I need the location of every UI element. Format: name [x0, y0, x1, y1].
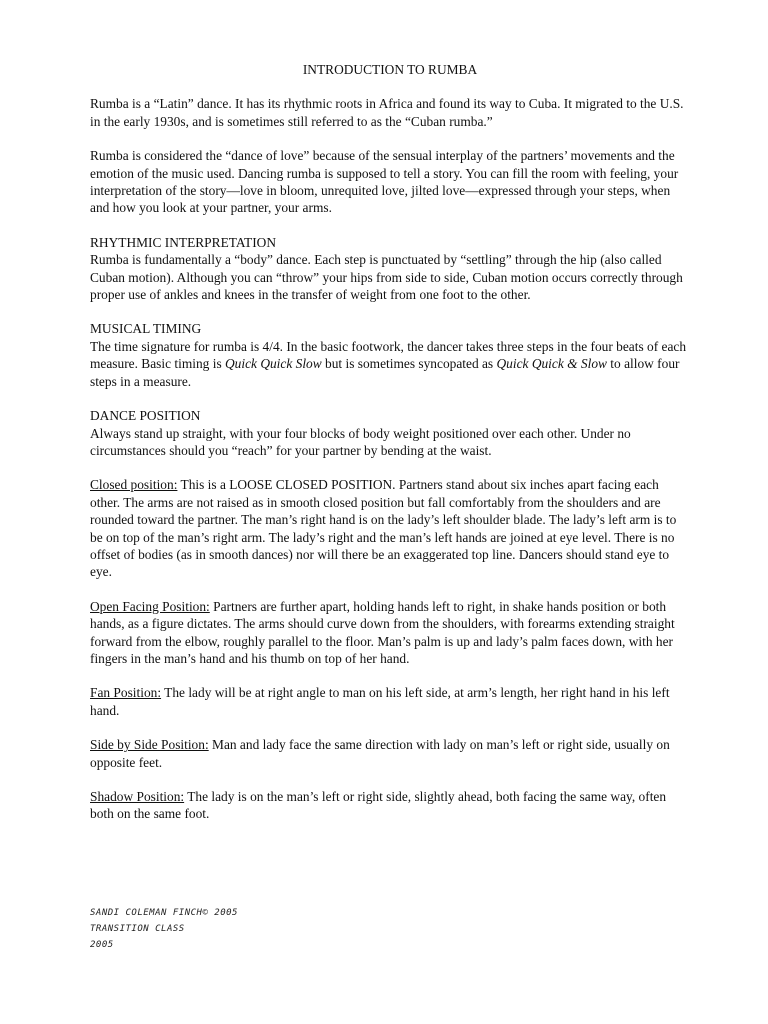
document-title: INTRODUCTION TO RUMBA: [302, 62, 478, 77]
rhythmic-heading: RHYTHMIC INTERPRETATION: [90, 234, 277, 250]
closed-position-text: This is a LOOSE CLOSED POSITION. Partners stand about six inches apart facing each other. The arms are not raised as in smooth closed position but fall comfortably from the shoulders and are rounded toward the partner. The man’s right hand is on the lady’s left shoulder blade. The lady’s left arm is to be on top of the man’s right arm. The lady’s right and the man’s left hands are joined at eye level. There is no offset of bodies (as in smooth dances) nor will there be an exaggerated top line. Dancers should stand eye to eye.: [90, 477, 677, 580]
rhythmic-section: [90, 234, 690, 304]
shadow-position-text: The lady is on the man’s left or right side, slightly ahead, both facing the same way, often both on the same foot.: [90, 789, 667, 822]
side-by-side-paragraph: [90, 736, 690, 771]
side-by-side-text: Man and lady face the same direction with lady on man’s left or right side, usually on opposite feet.: [90, 737, 670, 770]
timing-text-3: to allow four steps in a measure.: [90, 356, 680, 389]
open-facing-label: Open Facing Position:: [90, 598, 210, 614]
timing-text-1: The time signature for rumba is 4/4. In the basic footwork, the dancer takes three steps in the four beats of each measure. Basic timing is: [90, 338, 687, 372]
shadow-position-label: Shadow Position:: [90, 789, 185, 804]
fan-position-label: Fan Position:: [90, 685, 162, 701]
intro-paragraph-2: Rumba is considered the “dance of love” because of the sensual interplay of the partners’ movements and the emotion of the music used. Dancing rumba is supposed to tell a story. You can fill the room with feeling, your interpretation of the story—love in bloom, unrequited love, jilted love—expressed through your steps, when and how you look at your partner, your arms.: [90, 148, 679, 216]
fan-position-text: The lady will be at right angle to man on his left side, at arm’s length, her right hand in his left hand.: [90, 685, 670, 718]
side-by-side-label: Side by Side Position:: [90, 737, 209, 753]
footer-author: SANDI COLEMAN FINCH© 2005: [90, 908, 238, 918]
footer-class: TRANSITION CLASS: [90, 924, 185, 934]
footer-credits: [90, 905, 238, 953]
position-heading: DANCE POSITION: [90, 408, 201, 424]
closed-position-paragraph: [90, 476, 690, 580]
timing-emphasis-1: Quick Quick Slow: [225, 356, 322, 372]
document-page: [90, 61, 690, 840]
closed-position-label: Closed position:: [90, 477, 178, 493]
shadow-position-paragraph: [90, 788, 690, 823]
fan-position-paragraph: [90, 684, 690, 719]
timing-heading: MUSICAL TIMING: [90, 321, 202, 337]
open-facing-paragraph: [90, 598, 690, 668]
timing-text-2: but is sometimes syncopated as: [321, 356, 497, 372]
timing-section: [90, 320, 690, 390]
position-section: [90, 407, 690, 459]
intro-paragraph-1: Rumba is a “Latin” dance. It has its rhythmic roots in Africa and found its way to Cuba. It migrated to the U.S. in the early 1930s, and is sometimes still referred to as the “Cuban rumba.”: [90, 96, 684, 129]
rhythmic-text: Rumba is fundamentally a “body” dance. Each step is punctuated by “settling” through the hip (also called Cuban motion). Although you can “throw” your hips from side to side, Cuban motion occurs correctly through proper use of ankles and knees in the transfer of weight from one foot to the other.: [90, 252, 683, 303]
footer-year: 2005: [90, 940, 114, 950]
timing-emphasis-2: Quick Quick & Slow: [496, 356, 607, 372]
position-text: Always stand up straight, with your four blocks of body weight positioned over each other. Under no circumstances should you “reach” for your partner by bending at the waist.: [90, 425, 631, 458]
open-facing-text: Partners are further apart, holding hands left to right, in shake hands position or both hands, as a figure dictates. The arms should curve down from the shoulders, with forearms extending straight forward from the elbow, roughly parallel to the floor. Man’s palm is up and lady’s palm faces down, with her fingers in the man’s hand and his thumb on top of her hand.: [90, 598, 675, 666]
